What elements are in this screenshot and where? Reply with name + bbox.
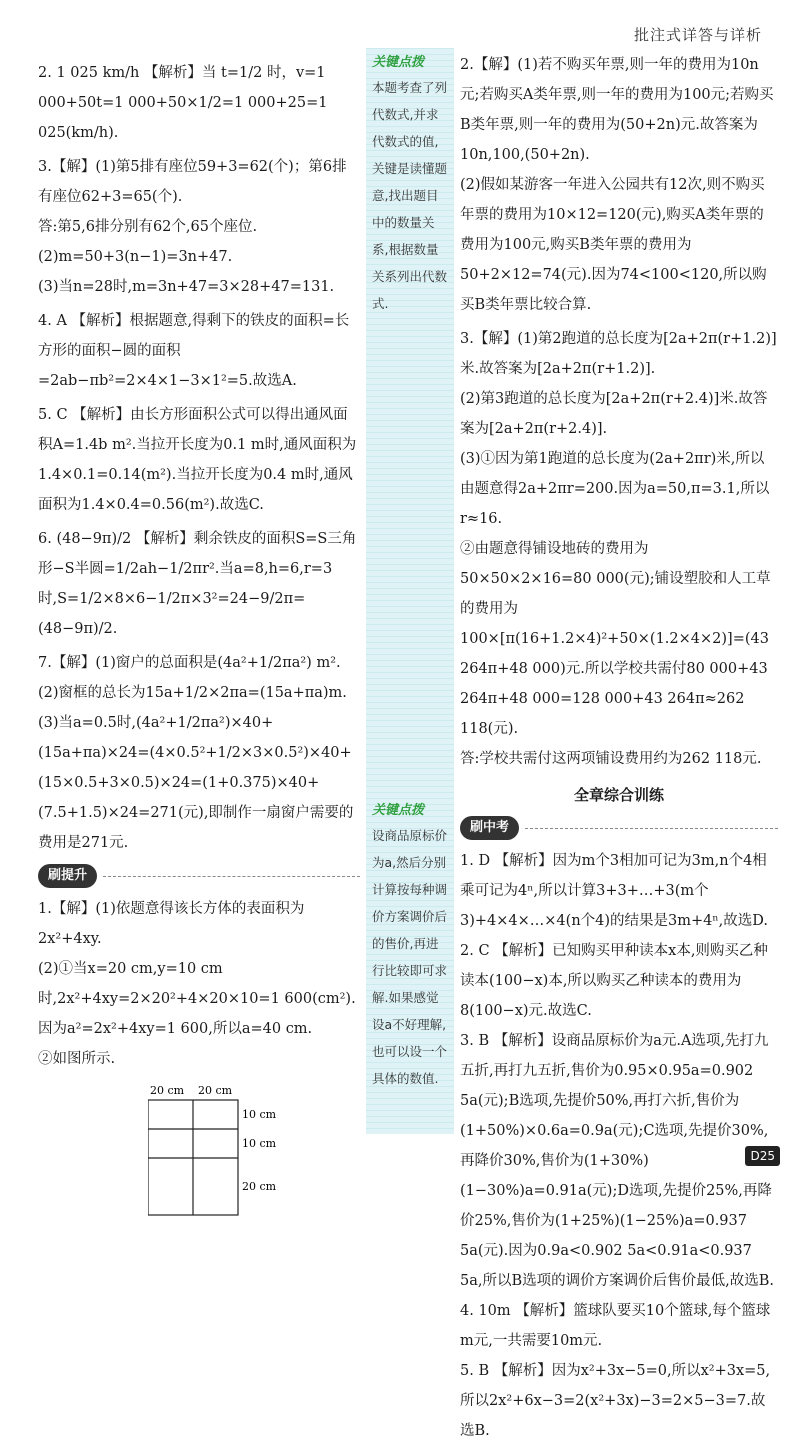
section-header-zhongkao [460, 816, 778, 840]
zhongkao-2: 2. C 【解析】已知购买甲种读本x本,则购买乙种读本(100−x)本,所以购买乙种读本的费用为8(100−x)元.故选C. [460, 943, 768, 1019]
answer-3-part2: (2)m=50+3(n−1)=3n+47. [38, 249, 233, 265]
diagram-label-top-1: 20 cm [150, 1084, 185, 1097]
answer-6: 6. (48−9π)/2 【解析】剩余铁皮的面积S=S三角形−S半圆=1/2ah−1/2πr².当a=8,h=6,r=3时,S=1/2×8×6−1/2π×3²=24−9/2π=(48−9π)/2. [38, 531, 357, 637]
answer-7-part2: (2)窗框的总长为15a+1/2×2πa=(15a+πa)m. [38, 685, 347, 701]
zhongkao-3: 3. B 【解析】设商品原标价为a元.A选项,先打九五折,再打九五折,售价为0.95×0.95a=0.902 5a(元);B选项,先提价50%,再打六折,售价为(1+50%)×0.6a=0.9a(元);C选项,先提价30%,再降价30%,售价为(1+30%)(1−30%)a=0.91a(元);D选项,先提价25%,再降价25%,售价为(1+25%)(1−25%)a=0.937 5a(元).因为0.9a<0.902 5a<0.91a<0.937 5a,所以B选项的调价方案调价后售价最低,故选B. [460, 1033, 775, 1289]
answer-4: 4. A 【解析】根据题意,得剩下的铁皮的面积=长方形的面积−圆的面积=2ab−πb²=2×4×1−3×1²=5.故选A. [38, 313, 350, 389]
answer-r3-reply: 答:学校共需付这两项铺设费用约为262 118元. [460, 751, 762, 767]
section-badge-zhongkao: 刷中考 [460, 816, 519, 840]
answer-5: 5. C 【解析】由长方形面积公式可以得出通风面积A=1.4b m².当拉开长度为0.1 m时,通风面积为1.4×0.1=0.14(m²).当拉开长度为0.4 m时,通风面积为1.4×0.4=0.56(m²).故选C. [38, 407, 357, 513]
section-divider-zhongkao [525, 828, 778, 829]
zhongkao-4: 4. 10m 【解析】篮球队要买10个篮球,每个篮球m元,一共需要10m元. [460, 1303, 771, 1349]
diagram-label-top-2: 20 cm [198, 1084, 233, 1097]
section-header-tisheng [38, 864, 360, 888]
answer-r2-part1: 2.【解】(1)若不购买年票,则一年的费用为10n元;若购买A类年票,则一年的费用为100元;若购买B类年票,则一年的费用为(50+2n)元.故答案为10n,100,(50+2n). [460, 57, 774, 163]
net-diagram [148, 1082, 298, 1217]
tisheng-1-part2: (2)①当x=20 cm,y=10 cm时,2x²+4xy=2×20²+4×20×10=1 600(cm²).因为a²=2x²+4xy=1 600,所以a=40 cm. [38, 961, 356, 1037]
chapter-title: 全章综合训练 [573, 786, 664, 804]
page-number: D25 [745, 1146, 780, 1166]
tisheng-1-part1: 1.【解】(1)依题意得该长方体的表面积为2x²+4xy. [38, 901, 305, 947]
answer-7-part1: 7.【解】(1)窗户的总面积是(4a²+1/2πa²) m². [38, 655, 341, 671]
left-column [38, 58, 360, 1228]
answer-7-part3: (3)当a=0.5时,(4a²+1/2πa²)×40+(15a+πa)×24=(4×0.5²+1/2×3×0.5²)×40+(15×0.5+3×0.5)×24=(1+0.375)×40+(7.5+1.5)×24=271(元),即制作一扇窗户需要的费用是271元. [38, 715, 354, 851]
zhongkao-5: 5. B 【解析】因为x²+3x−5=0,所以x²+3x=5,所以2x²+6x−3=2(x²+3x)−3=2×5−3=7.故选B. [460, 1363, 771, 1439]
answer-3-part1: 3.【解】(1)第5排有座位59+3=62(个)；第6排有座位62+3=65(个). [38, 159, 347, 205]
answer-3-part3: (3)当n=28时,m=3n+47=3×28+47=131. [38, 279, 335, 295]
zhongkao-1: 1. D 【解析】因为m个3相加可记为3m,n个4相乘可记为4ⁿ,所以计算3+3+…+3(m个3)+4×4×…×4(n个4)的结果是3m+4ⁿ,故选D. [460, 853, 768, 929]
section-badge: 刷提升 [38, 864, 97, 888]
diagram-label-side-1: 10 cm [242, 1108, 277, 1121]
answer-2: 2. 1 025 km/h 【解析】当 t=1/2 时，v=1 000+50t=1 000+50×1/2=1 000+25=1 025(km/h). [38, 65, 328, 141]
right-column [460, 50, 778, 1446]
answer-r3-part2: (2)第3跑道的总长度为[2a+2π(r+2.4)]米.故答案为[2a+2π(r+2.4)]. [460, 391, 768, 437]
section-divider [103, 876, 360, 877]
diagram-label-side-3: 20 cm [242, 1180, 277, 1193]
answer-3-reply: 答:第5,6排分别有62个,65个座位. [38, 219, 258, 235]
answer-r3-part4: ②由题意得铺设地砖的费用为50×50×2×16=80 000(元);铺设塑胶和人工草的费用为100×[π(16+1.2×4)²+50×(1.2×4×2)]=(43 264π+48 000)元.所以学校共需付80 000+43 264π+48 000=128 000+43 264π≈262 118(元). [460, 541, 771, 737]
page-header: 批注式详答与详析 [633, 26, 762, 44]
tisheng-1-part3: ②如图所示. [38, 1051, 116, 1067]
tip-text-1: 本题考查了列代数式,并求代数式的值,关键是读懂题意,找出题目中的数量关系,根据数量关系列出代数式. [372, 80, 448, 311]
answer-r3-part3: (3)①因为第1跑道的总长度为(2a+2πr)米,所以由题意得2a+2πr=200.因为a=50,π=3.1,所以r≈16. [460, 451, 770, 527]
tips-sidebar [366, 48, 454, 1134]
tip-title-2: 关键点拨 [372, 803, 425, 818]
diagram-label-side-2: 10 cm [242, 1137, 277, 1150]
answer-r2-part2: (2)假如某游客一年进入公园共有12次,则不购买年票的费用为10×12=120(元),购买A类年票的费用为100元,购买B类年票的费用为50+2×12=74(元).因为74<100<120,所以购买B类年票比较合算. [460, 177, 767, 313]
answer-r3-part1: 3.【解】(1)第2跑道的总长度为[2a+2π(r+1.2)]米.故答案为[2a+2π(r+1.2)]. [460, 331, 777, 377]
tip-note-2 [372, 800, 450, 1092]
tip-title-1: 关键点拨 [372, 55, 425, 70]
tip-text-2: 设商品原标价为a,然后分别计算按每种调价方案调价后的售价,再进行比较即可求解.如果感觉设a不好理解,也可以设一个具体的数值. [372, 828, 448, 1086]
tip-note-1 [372, 52, 450, 317]
